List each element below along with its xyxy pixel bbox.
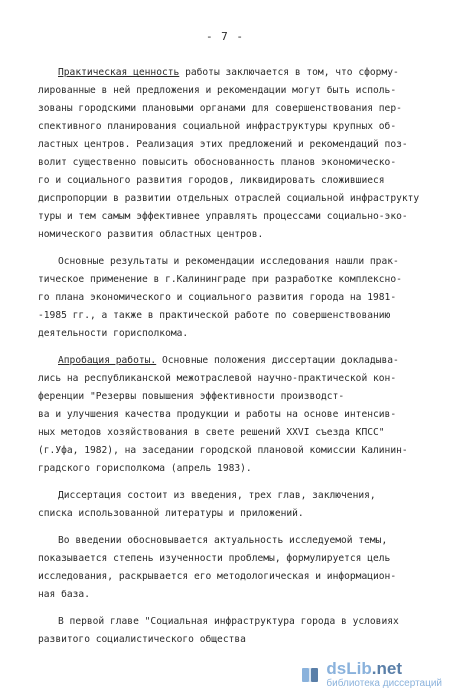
text-line: зованы городскими плановыми органами для совершенствования пер-	[38, 103, 402, 114]
text-line: Апробация работы. Основные положения диссертации докладыва-	[58, 355, 399, 366]
text-line: спективного планирования социальной инфраструктуры крупных об-	[38, 121, 397, 132]
text-line: градского горисполкома (апрель 1983).	[38, 463, 252, 474]
watermark-subtitle: библиотека диссертаций	[326, 678, 442, 689]
section-lead-practical: Практическая ценность	[58, 67, 180, 78]
text-line: (г.Уфа, 1982), на заседании городской плановой комиссии Калинин-	[38, 445, 408, 456]
text-line: развитого социалистического общества	[38, 634, 246, 645]
text-line: туры и тем самым эффективнее управлять процессами социально-эко-	[38, 211, 408, 222]
text-line: Диссертация состоит из введения, трех глав, заключения,	[58, 490, 376, 501]
text-line: волит существенно повысить обоснованность планов экономическо-	[38, 157, 397, 168]
text-line: Практическая ценность работы заключается в том, что сформу-	[58, 67, 399, 78]
watermark[interactable]	[300, 660, 442, 690]
page-number: - 7 -	[205, 30, 245, 43]
text-line: списка использованной литературы и приложений.	[38, 508, 304, 519]
text-line: исследования, раскрывается его методологическая и информацион-	[38, 571, 397, 582]
text-line: номического развития областных центров.	[38, 229, 264, 240]
text-line: ных методов хозяйствования в свете решений XXVI съезда КПСС"	[38, 427, 385, 438]
text-line: В первой главе "Социальная инфраструктура города в условиях	[58, 616, 399, 627]
text-line: ференции "Резервы повышения эффективности производст-	[38, 391, 345, 402]
text-line: ная база.	[38, 589, 90, 600]
text-line: -1985 гг., а также в практической работе по совершенствованию	[38, 310, 391, 321]
watermark-name: dsLib.net	[326, 659, 402, 678]
text-line: ластных центров. Реализация этих предложений и рекомендаций поз-	[38, 139, 408, 150]
text-line: ва и улучшения качества продукции и работы на основе интенсив-	[38, 409, 397, 420]
text-line: деятельности горисполкома.	[38, 328, 189, 339]
text-line: го и социального развития городов, ликвидировать сложившиеся	[38, 175, 385, 186]
text-line: Основные результаты и рекомендации исследования нашли прак-	[58, 256, 399, 267]
text-line: го плана экономического и социального развития города на 1981-	[38, 292, 397, 303]
book-logo-icon	[300, 665, 320, 685]
text-line: диспропорции в развитии отдельных отраслей социальной инфраструкту	[38, 193, 420, 204]
text-line: Во введении обосновывается актуальность исследуемой темы,	[58, 535, 388, 546]
text-line: лись на республиканской межотраслевой научно-практической кон-	[38, 373, 397, 384]
section-lead-approbation: Апробация работы.	[58, 355, 157, 366]
text-line: тическое применение в г.Калининграде при разработке комплексно-	[38, 274, 402, 285]
text-line: лированные в ней предложения и рекомендации могут быть исполь-	[38, 85, 397, 96]
text-line: показывается степень изученности проблемы, формулируется цель	[38, 553, 391, 564]
